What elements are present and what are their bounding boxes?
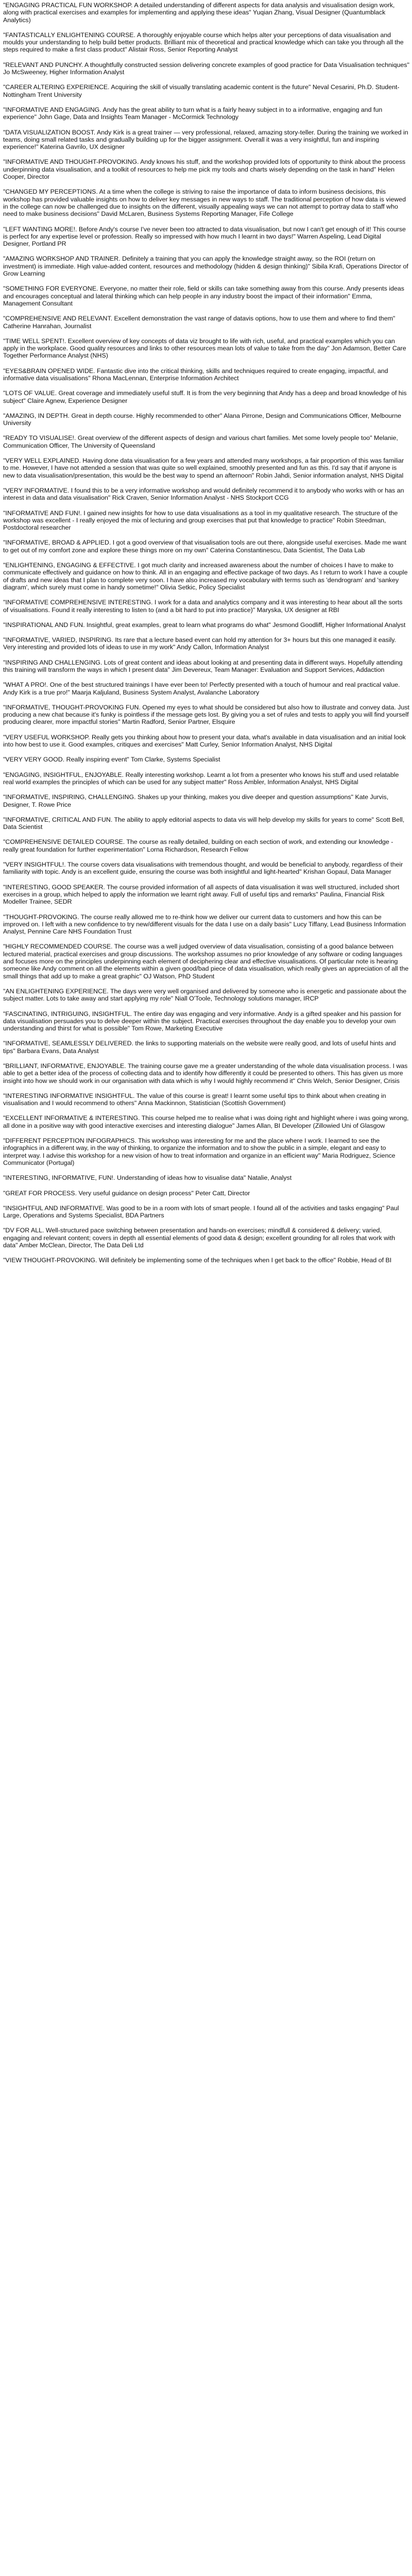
testimonial-quote: "INTERESTING INFORMATIVE INSIGHTFUL. The value of this course is great! I learnt some useful tips to think about when creating in visualisation and I would recommend to others" [3, 1092, 386, 1107]
testimonial-quote: "FASCINATING, INTRIGUING, INSIGHTFUL. The entire day was engaging and very informative. Andy is a gifted speaker and his passion for data visualisation persuades you to delve deeper within the subject. Practical exercises throughout the day enable you to develop your own understanding and thirst for what is possible" [3, 1010, 402, 1032]
testimonial [3, 367, 409, 382]
testimonial [3, 562, 409, 591]
testimonial-quote: "BRILLIANT, INFORMATIVE, ENJOYABLE. The training course gave me a greater understanding of the whole data visualisation process. I was able to get a better idea of the process of collecting data and to identify how differently it could be presented to others. This has given us more insight into how we should work in our organisation with data which is why I would highly recommend it" Chris Welch, Senior Designer, Crisis [3, 1062, 408, 1084]
testimonial-author: Neval Cesarini, Ph.D. Student- Nottingham Trent University [3, 83, 400, 98]
testimonial-author: Alana Pirrone, Design and Communications Officer, Melbourne University [3, 412, 402, 427]
testimonial-author: Warren Aspeling, Lead Digital Designer, Portland PR [3, 232, 381, 248]
testimonial-author: Rhona MacLennan, Enterprise Information Architect [92, 374, 239, 382]
testimonial [3, 285, 409, 307]
testimonial-quote: "COMPREHENSIVE DETAILED COURSE. The course as really detailed, building on each section of work, and extending our knowledge - really great foundation for further experimentation" [3, 838, 393, 853]
testimonial-quote: "INTERESTING, GOOD SPEAKER. The course provided information of all aspects of data visualisation it was well structured, included short exercises in a group, which helped to apply the information we learnt right away. Full of useful tips and remarks" [3, 883, 400, 898]
testimonial-author: Maria Rodriguez, Science Communicator (Portugal) [3, 1151, 396, 1166]
testimonial-author: Catherine Hanrahan, Journalist [3, 322, 92, 330]
testimonial-quote: "INSPIRING AND CHALLENGING. Lots of great content and ideas about looking at and presenting data in different ways. Hopefully attending this training will transform the ways in which I present data" [3, 658, 403, 673]
testimonial-quote: "INFORMATIVE, CRITICAL AND FUN. The ability to apply editorial aspects to data vis will help develop my skills for years to come" [3, 816, 374, 823]
testimonial-quote: "INFORMATIVE, THOUGHT-PROVOKING FUN. Opened my eyes to what should be considered but also how to illustrate and convey data. Just producing a new chat because it's funky is pointless if the message gets lost. By giving you a set of rules and tests to apply you will find yourself producing clearer, more impactful stories" [3, 703, 410, 726]
testimonial [3, 158, 409, 180]
testimonial-quote: "INFORMATIVE AND THOUGHT-PROVOKING. Andy knows his stuff, and the workshop provided lots of opportunity to think about the process underpinning data visualisation, and a toolkit of resources to help me pick my tools and charts wisely depending on the task in hand" [3, 158, 406, 173]
testimonial [3, 457, 409, 479]
testimonial-author: Olivia Setkic, Policy Specialist [160, 583, 245, 591]
testimonial-author: Matt Curley, Senior Information Analyst, NHS Digital [185, 741, 333, 749]
testimonial [3, 434, 409, 449]
testimonial [3, 681, 409, 696]
testimonial [3, 1137, 409, 1166]
testimonial [3, 487, 409, 502]
testimonial [3, 816, 409, 831]
testimonial-quote: "LOTS OF VALUE. Great coverage and immediately useful stuff. It is from the very beginning that Andy has a deep and broad knowledge of his subject" [3, 389, 407, 404]
testimonial-quote: "DIFFERENT PERCEPTION INFOGRAPHICS. This workshop was interesting for me and the place where I work. I learned to see the infographics in a different way, in the way of thinking, to organize the information and to show the public in a simple, elegant and easy to interpret way. I advise this workshop for a new vision of how to treat information and organize in an efficient way" [3, 1137, 386, 1159]
testimonial [3, 1190, 409, 1197]
testimonial-author: Robbie, Head of BI [337, 1257, 392, 1264]
testimonial-quote: "INFORMATIVE, INSPIRING, CHALLENGING. Shakes up your thinking, makes you dive deeper and question assumptions" [3, 793, 354, 801]
testimonial-quote: "EXCELLENT INFORMATIVE & INTERESTING. This course helped me to realise what i was doing right and highlight where i was going wrong, all done in a positive way with good interactive exercises and interesting dialogue" [3, 1114, 409, 1129]
testimonial-quote: "EYES&BRAIN OPENED WIDE. Fantastic dive into the critical thinking, skills and techniques required to create engaging, impactful, and informative data visualisations" [3, 367, 388, 382]
testimonial-author: Caterina Constantinescu, Data Scientist, The Data Lab [210, 546, 365, 554]
testimonial-author: Ross Ambler, Information Analyst, NHS Digital [228, 778, 358, 786]
testimonial [3, 1257, 409, 1264]
testimonial [3, 884, 409, 906]
testimonial-quote: "INFORMATIVE COMPREHENSIVE INTERESTING. I work for a data and analytics company and it was interesting to hear about all the sorts of visualisations. Found it really interesting to listen to (and a bit hard to put into practice)" [3, 599, 403, 614]
testimonial [3, 771, 409, 786]
testimonial-author: Peter Catt, Director [195, 1189, 250, 1197]
testimonial-author: Melanie, Communication Officer, The University of Queensland [3, 434, 398, 449]
testimonial [3, 389, 409, 404]
testimonial-author: Martin Radford, Senior Partner, Elsquire [122, 718, 235, 726]
testimonial-quote: "VIEW THOUGHT-PROVOKING. Will definitely be implementing some of the techniques when I get back to the office" [3, 1257, 336, 1264]
testimonial [3, 734, 409, 749]
testimonial [3, 943, 409, 979]
testimonial-quote: "INFORMATIVE, BROAD & APPLIED. I got a good overview of that visualisation tools are out there, alongside useful exercises. Made me want to get out of my comfort zone and explore these things more on my own" [3, 539, 407, 554]
testimonial-author: Natalie, Analyst [247, 1174, 292, 1182]
testimonial [3, 1010, 409, 1032]
testimonial-quote: "WHAT A PRO!. One of the best structured trainings I have ever been to! Perfectly presented with a touch of humour and real practical value. Andy Kirk is a true pro!" [3, 681, 400, 696]
testimonial [3, 861, 409, 876]
testimonial-author: Lorna Richardson, Research Fellow [147, 845, 249, 853]
testimonial-quote: "GREAT FOR PROCESS. Very useful guidance on design process" [3, 1189, 194, 1197]
testimonial-quote: "DATA VISUALIZATION BOOST. Andy Kirk is a great trainer — very professional, relaxed, amazing story-teller. During the training we worked in teams, doing small related tasks and gradually building up for the bigger assignment. Overall it was a very insightful, fun and inspiring experience!" [3, 128, 408, 151]
testimonial [3, 539, 409, 554]
testimonial-author: Paulina, Financial Risk Modeller Trainee, SEDR [3, 890, 385, 906]
testimonial [3, 793, 409, 808]
testimonial-quote: "INFORMATIVE, SEAMLESSLY DELIVERED. the links to supporting materials on the website were really good, and lots of useful hints and tips" [3, 1040, 396, 1055]
testimonial-quote: "VERY VERY GOOD. Really inspiring event" [3, 756, 129, 764]
testimonial-author: Helen Cooper, Director [3, 165, 395, 181]
testimonial-author: Katerina Gavrilo, UX designer [40, 143, 125, 151]
testimonial-author: Emma, Management Consultant [3, 292, 372, 307]
testimonial-quote: "INTERESTING, INFORMATIVE, FUN!. Understanding of ideas how to visualise data" [3, 1174, 246, 1182]
testimonial-author: Jesmond Goodliff, Higher Informational Analyst [272, 621, 406, 629]
testimonial-quote: "AN ENLIGHTENING EXPERIENCE. The days were very well organised and delivered by someone who is energetic and passionate about the subject matter. Lots to take away and start applying my role" [3, 987, 407, 1003]
testimonial-quote: "RELEVANT AND PUNCHY. A thoughtfully constructed session delivering concrete examples of good practice for Data Visualisation techniques" [3, 61, 409, 69]
testimonial-author: Krishan Gopaul, Data Manager [303, 868, 391, 876]
testimonial [3, 1174, 409, 1181]
testimonial-author: Anna Mackinnon, Statistician (Scottish Government) [138, 1099, 286, 1107]
testimonial [3, 704, 409, 726]
testimonial-quote: "ENGAGING PRACTICAL FUN WORKSHOP. A detailed understanding of different aspects for data analysis and visualisation design work, along with practical exercises and examples for implementing and applying these ideas" [3, 2, 395, 16]
testimonial [3, 129, 409, 151]
testimonial [3, 1062, 409, 1084]
testimonial-quote: "READY TO VISUALISE!. Great overview of the different aspects of design and various chart families. Met some lovely people too" [3, 434, 372, 442]
testimonial [3, 659, 409, 674]
testimonial-author: Jo McSweeney, Higher Information Analyst [3, 69, 125, 76]
testimonial-author: Maarja Kaljuland, Business System Analyst, Avalanche Laboratory [72, 688, 260, 696]
testimonial [3, 2, 409, 24]
testimonial [3, 988, 409, 1003]
testimonial-quote: "LEFT WANTING MORE!. Before Andy's course I've never been too attracted to data visualisation, but now I can't get enough of it! This course is perfect for any expertise level or profession. Really so impressed with how much I learnt in two days!" [3, 225, 406, 240]
testimonial [3, 621, 409, 629]
testimonial-quote: "FANTASTICALLY ENLIGHTENING COURSE. A thoroughly enjoyable course which helps alter your perceptions of data visualisation and moulds your understanding to help build better products. Brilliant mix of theoretical and practical knowledge which can take you through all the steps required to make a first class product" [3, 31, 404, 54]
testimonial-quote: "ENLIGHTENING, ENGAGING & EFFECTIVE. I got much clarity and increased awareness about the number of choices I have to make to communicate effectively and guidance on how to think. All in an engaging and effective package of two days. As I return to work I have a couple of drafts and new ideas that I plan to complete very soon. I have also increased my vocabulary with terms such as 'dendrogram' and 'sankey diagram', which surely must come in handy sometime!" [3, 562, 408, 591]
testimonial-author: Amber McClean, Director, The Data Deli Ltd [19, 1242, 144, 1249]
testimonial-author: Alistair Ross, Senior Reporting Analyst [128, 46, 238, 54]
testimonial-quote: "VERY INSIGHTFUL!. The course covers data visualisations with tremendous thought, and would be beneficial to anybody, regardless of their familiarity with topic. Andy is an excellent guide, ensuring the course was both insightful and light-hearted" [3, 861, 403, 876]
testimonial [3, 1205, 409, 1219]
testimonial-quote: "SOMETHING FOR EVERYONE. Everyone, no matter their role, field or skills can take something away from this course. Andy presents ideas and encourages conceptual and lateral thinking which can help people in any industry boost the impact of their information" [3, 285, 404, 300]
testimonial-author: Maryska, UX designer at RBI [256, 606, 339, 614]
testimonial [3, 838, 409, 853]
testimonial-quote: "COMPREHENSIVE AND RELEVANT. Excellent demonstration the vast range of datavis options, how to use them and where to find them" [3, 315, 396, 323]
testimonial-author: Robin Jahdi, Senior information analyst, NHS Digital [255, 471, 404, 479]
testimonial-quote: "INSIGHTFUL AND INFORMATIVE. Was good to be in a room with lots of smart people. I found all of the activities and tasks engaging" [3, 1204, 385, 1212]
testimonial [3, 255, 409, 277]
testimonial-list [0, 0, 412, 1264]
testimonial-author: Barbara Evans, Data Analyst [17, 1047, 99, 1055]
testimonial [3, 756, 409, 763]
testimonial-author: Jon Adamson, Better Care Together Performance Analyst (NHS) [3, 345, 406, 360]
testimonial-quote: "AMAZING WORKSHOP AND TRAINER. Definitely a training that you can apply the knowledge straight away, so the ROI (return on investment) is immediate. High value-added content, resources and methodology (hidden & design thinking)" [3, 255, 375, 270]
testimonial-author: OJ Watson, PhD Student [143, 972, 215, 980]
testimonial-author: Kate Jurvis, Designer, T. Rowe Price [3, 793, 389, 808]
testimonial-author: Yuqian Zhang, Visual Designer (Quantumblack Analytics) [3, 9, 386, 24]
testimonial-quote: "INFORMATIVE AND FUN!. I gained new insights for how to use data visualisations as a tool in my qualitative research. The structure of the workshop was excellent - I really enjoyed the mix of lecturing and group exercises that put that knowledge to practice" [3, 509, 398, 524]
testimonial-quote: "INFORMATIVE, VARIED, INSPIRING. Its rare that a lecture based event can hold my attention for 3+ hours but this one managed it easily. Very interesting and provided lots of ideas to use in my work" [3, 636, 396, 651]
testimonial-quote: "ENGAGING, INSIGHTFUL, ENJOYABLE. Really interesting workshop. Learnt a lot from a presenter who knows his stuff and used relatable real world examples the principles of which can be used for any subject matter" [3, 771, 399, 786]
testimonial-author: John Gage, Data and Insights Team Manager - McCormick Technology [38, 113, 239, 121]
testimonial [3, 913, 409, 936]
testimonial-author: Paul Large, Operations and Systems Specialist, BDA Partners [3, 1204, 399, 1219]
testimonial-quote: "VERY USEFUL WORKSHOP. Really gets you thinking about how to present your data, what's available in data visualisation and an initial look into how best to use it. Good examples, critiques and exercises" [3, 733, 406, 749]
testimonial-author: Robin Steedman, Postdoctoral researcher [3, 516, 386, 532]
testimonial-quote: "DV FOR ALL. Well-structured pace switching between presentation and hands-on exercises; mindfull & considered & delivery; varied, engaging and relevant content; covers in depth all essential elements of good data & design; excellent grounding for all roles that work with data" [3, 1227, 396, 1249]
testimonial-quote: "CAREER ALTERING EXPERIENCE. Acquiring the skill of visually translating academic content is the future" [3, 83, 311, 91]
testimonial-quote: "HIGHLY RECOMMENDED COURSE. The course was a well judged overview of data visualisation, consisting of a good balance between lectured material, practical exercises and group discussions. The workshop assumes no prior knowledge of any software or coding languages and focuses more on the principles underpinning each element of deciphering clear and effective visualisations. Of particular note is hearing someone like Andy comment on all the elements within a given good/bad piece of data visualisation, which really gives an appreciation of all the small things that add up to make a great graphic" [3, 943, 409, 980]
testimonial-author: Niall O'Toole, Technology solutions manager, IRCP [175, 995, 319, 1003]
testimonial [3, 315, 409, 330]
testimonial [3, 636, 409, 651]
testimonial-author: Sibila Krafi, Operations Director of Grow Learning [3, 262, 408, 278]
testimonial-quote: "INFORMATIVE AND ENGAGING. Andy has the great ability to turn what is a fairly heavy subject in to a informative, engaging and fun experience" [3, 106, 383, 121]
testimonial-author: Andy Callon, Information Analyst [177, 643, 269, 651]
testimonial-author: Rick Craven, Senior Information Analyst - NHS Stockport CCG [112, 494, 289, 502]
testimonial [3, 510, 409, 532]
testimonial-quote: "VERY INFORMATIVE. I found this to be a very informative workshop and would definitely recommend it to anybody who works with or has an interest in data and data visualisation" [3, 486, 404, 502]
testimonial [3, 1092, 409, 1107]
testimonial [3, 61, 409, 76]
testimonial-author: Claire Agnew, Experience Designer [27, 397, 128, 404]
testimonial [3, 1114, 409, 1129]
testimonial-quote: "CHANGED MY PERCEPTIONS. At a time when the college is striving to raise the importance of data to inform business decisions, this workshop has provided valuable insights on how to deliver key messages in new ways to staff. The traditional perception of how data is viewed in the college can now be challenged due to insights on the different, visually appealing ways we can not attempt to portray data to staff who need to make business decisions" [3, 188, 406, 218]
testimonial-author: Tom Rowe, Marketing Executive [131, 1025, 223, 1032]
testimonial-quote: "THOUGHT-PROVOKING. The course really allowed me to re-think how we deliver our current data to customers and how this can be improved on. I left with a new confidence to try new/different visuals for the data I use on a daily basis" [3, 913, 382, 928]
testimonial [3, 188, 409, 217]
testimonial-author: Jim Devereux, Team Manager: Evaluation and Support Services, Addaction [171, 666, 385, 673]
testimonial [3, 599, 409, 614]
testimonial-author: James Allan, BI Developer (Zillowied Uni of Glasgow [236, 1122, 385, 1129]
testimonial [3, 106, 409, 121]
testimonial-author: Lucy Tiffany, Lead Business Information Analyst, Pennine Care NHS Foundation Trust [3, 920, 406, 936]
testimonial [3, 412, 409, 427]
testimonial-quote: "INSPIRATIONAL AND FUN. Insightful, great examples, great to learn what programs do what" [3, 621, 271, 629]
testimonial [3, 83, 409, 98]
testimonial [3, 226, 409, 248]
testimonial-author: Tom Clarke, Systems Specialist [131, 756, 220, 764]
testimonial-quote: "TIME WELL SPENT!. Excellent overview of key concepts of data viz brought to life with rich, useful, and practical examples which you can apply in the workplace. Good quality resources and links to other resources mean lots of value to take from the day" [3, 337, 395, 352]
testimonial-quote: "VERY WELL EXPLAINED. Having done data visualisation for a few years and attended many workshops, a fair proportion of this was familiar to me. However, I have not attended a session that was quite so well explained, smoothly presented and fun as this. I'd say that if anyone is new to data visualisation/presentation, this would be the best way to spend an afternoon" [3, 457, 404, 479]
testimonial-quote: "AMAZING, IN DEPTH. Great in depth course. Highly recommended to other" [3, 412, 222, 419]
testimonial [3, 1227, 409, 1249]
testimonial [3, 31, 409, 54]
testimonial [3, 337, 409, 360]
testimonial-author: Scott Bell, Data Scientist [3, 816, 405, 831]
testimonial-author: David McLaren, Business Systems Reporting Manager, Fife College [101, 210, 294, 218]
testimonial [3, 1040, 409, 1055]
